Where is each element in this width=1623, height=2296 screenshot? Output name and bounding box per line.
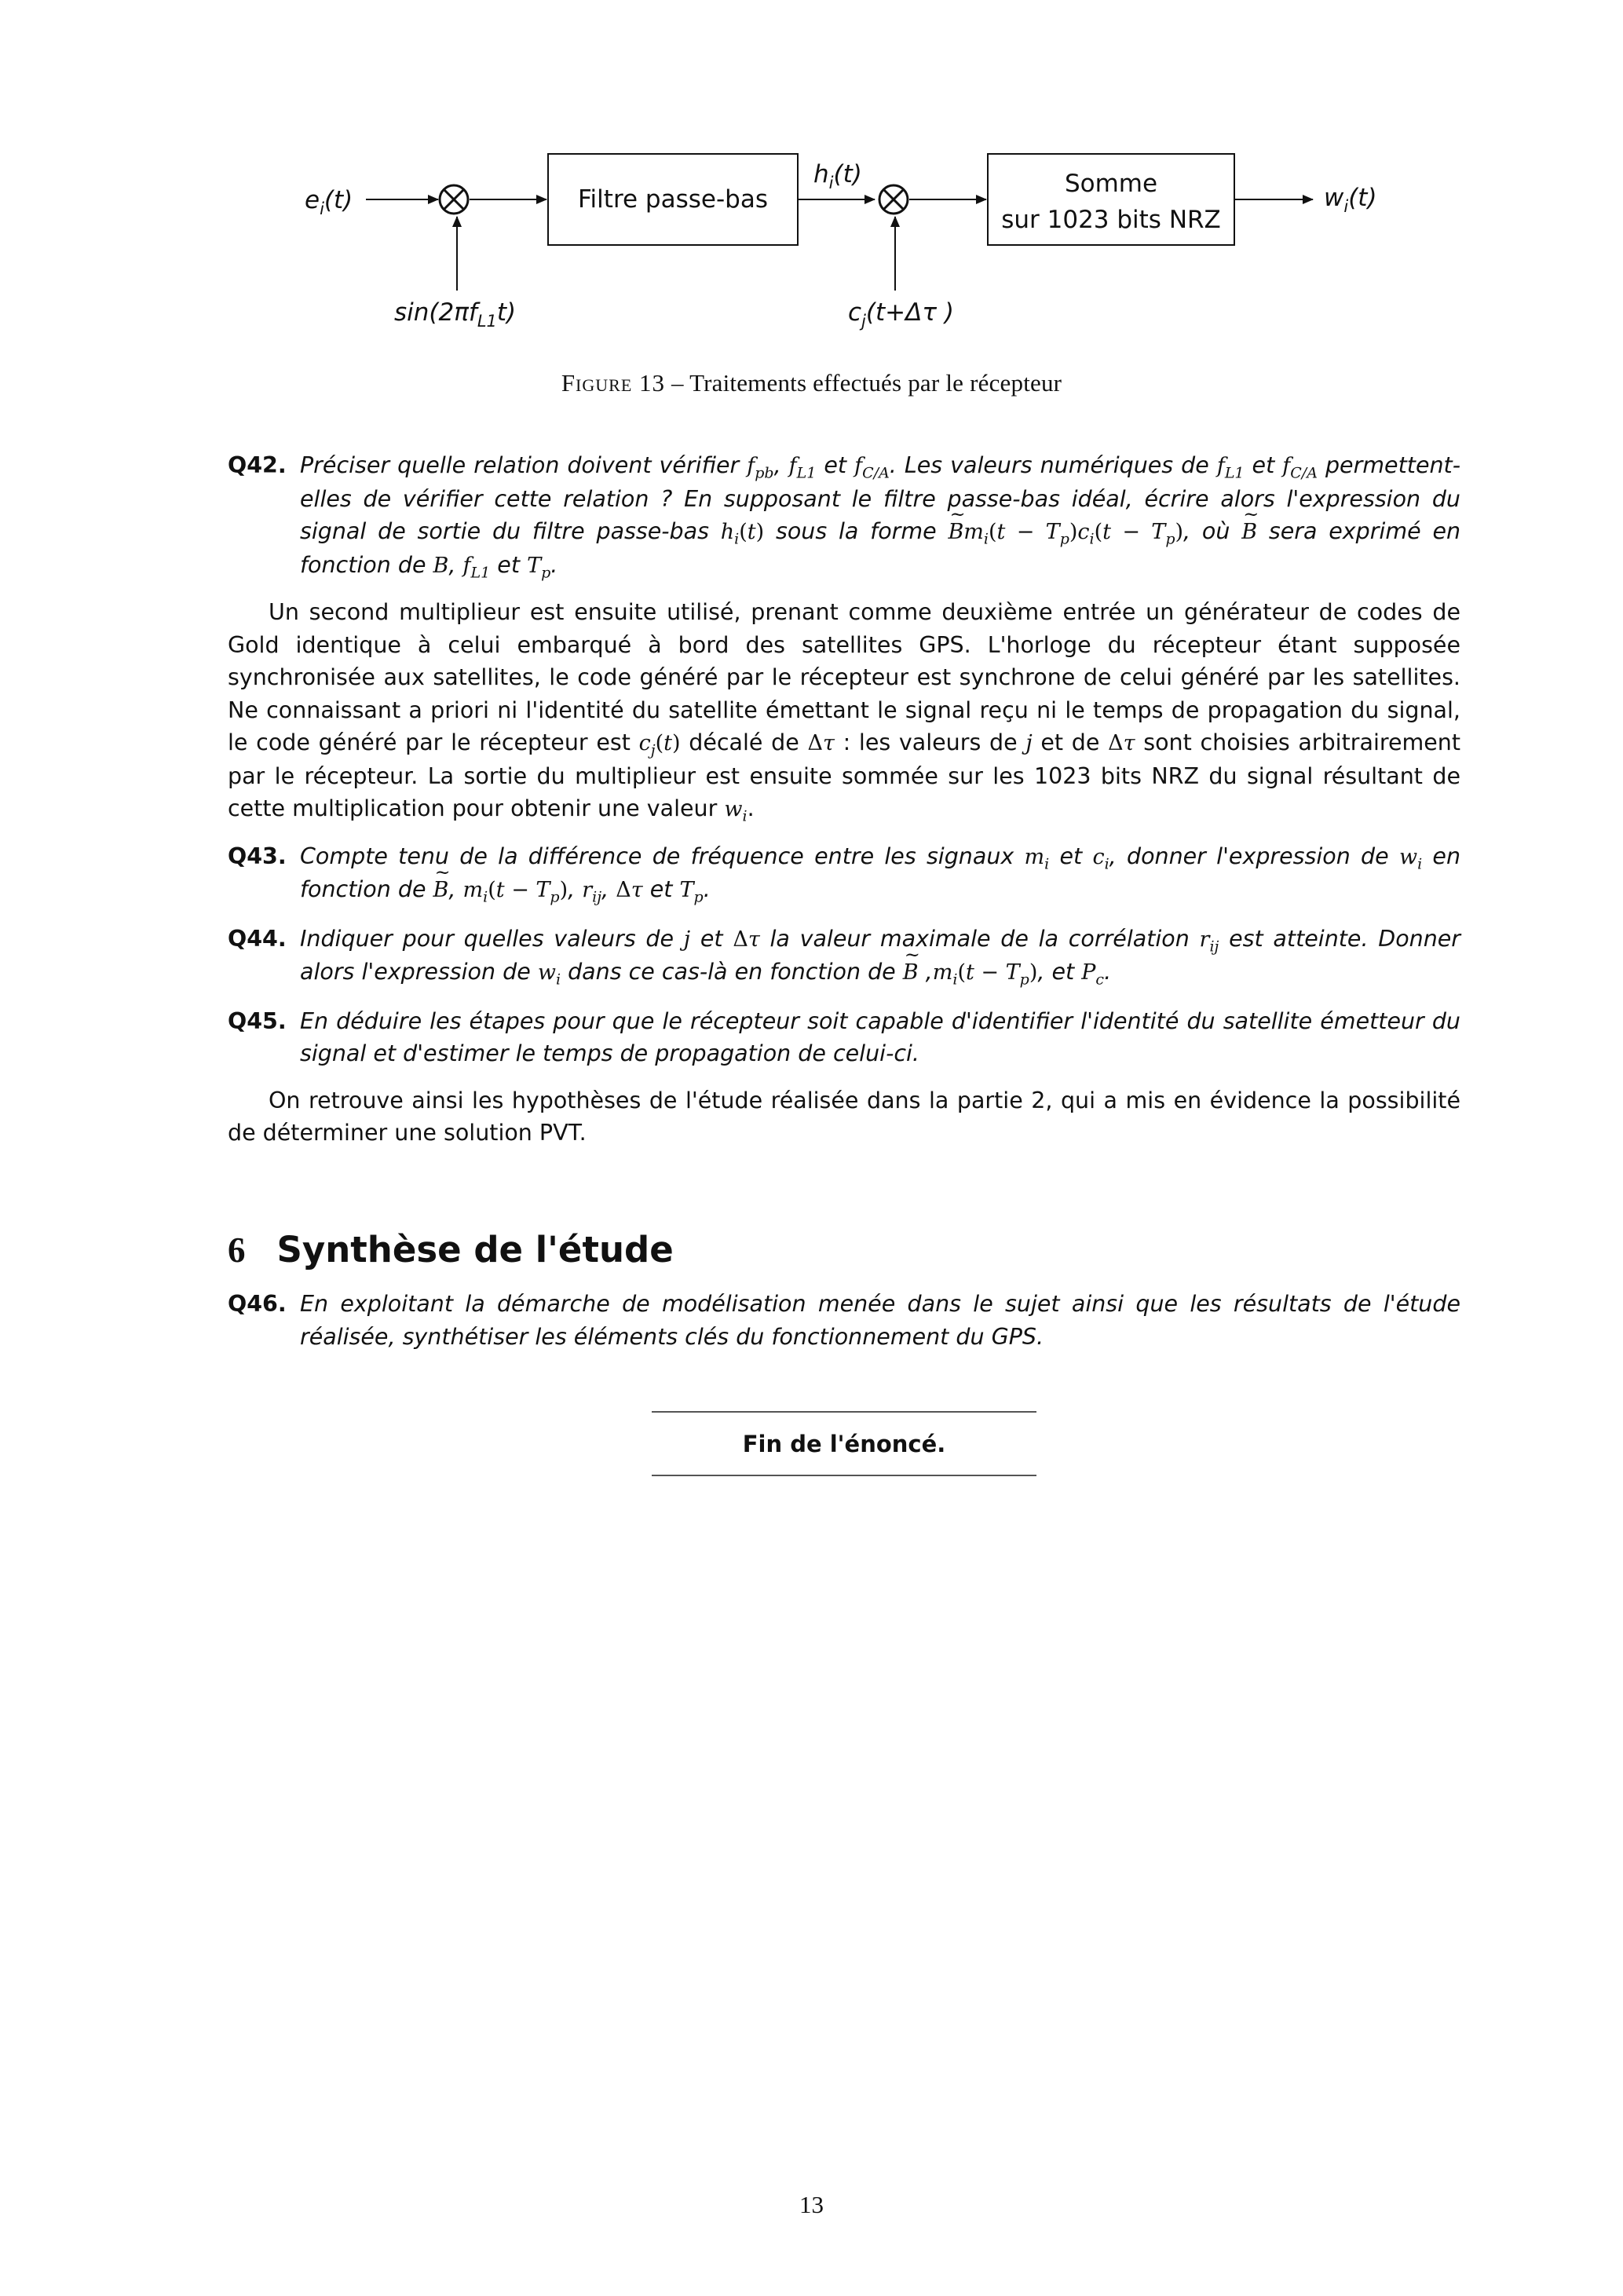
- question-number: Q45.: [228, 1007, 287, 1034]
- figure-caption-word: Figure 13: [561, 369, 666, 397]
- section-heading: [228, 1229, 674, 1270]
- question-46-block: [228, 1288, 1460, 1353]
- question-text: En déduire les étapes pour que le récepteur soit capable d'identifier l'identité du satellite émetteur du signal et d'estimer le temps de propagation de celui-ci.: [300, 1007, 1460, 1066]
- question-text: En exploitant la démarche de modélisation menée dans le sujet ainsi que les résultats de l'étude réalisée, synthétiser les éléments clés du fonctionnement du GPS.: [300, 1291, 1460, 1350]
- sum-label-line2: sur 1023 bits NRZ: [1001, 206, 1221, 234]
- output-signal-label: $w_i(t)$: [1324, 184, 1377, 216]
- question-42: [228, 449, 1460, 582]
- end-rule-top: [652, 1411, 1036, 1413]
- questions-block: [228, 449, 1460, 1150]
- question-43: [228, 840, 1460, 907]
- question-text: Indiquer pour quelles valeurs de j et Δτ la valeur maximale de la corrélation $r_{ij}$ est atteinte. Donner alors l'expression de $w_i$ dans ce cas-là en fonction de ~ B $,m_i(t - T_p)$, et $P_c$.: [300, 923, 1460, 989]
- multiplier-1-icon: [440, 185, 468, 214]
- question-number: Q42.: [228, 452, 287, 478]
- input-signal-label: $e_i(t)$: [305, 186, 353, 218]
- gold-code-label: $c_j(t+\Delta\tau$ ): [848, 298, 954, 331]
- filter-output-label: $h_i(t)$: [813, 160, 862, 192]
- sine-reference-label: $\sin(2\pi f_{L1}t)$: [394, 298, 517, 331]
- paragraph-conclusion: On retrouve ainsi les hypothèses de l'étude réalisée dans la partie 2, qui a mis en évidence la possibilité de déterminer une solution PVT.: [228, 1087, 1460, 1146]
- figure-caption: [0, 369, 1623, 397]
- multiplier-2-icon: [879, 185, 908, 214]
- question-number: Q43.: [228, 843, 287, 869]
- section-title: Synthèse de l'étude: [276, 1229, 674, 1270]
- end-of-statement: Fin de l'énoncé.: [742, 1431, 946, 1457]
- lowpass-filter-label: Filtre passe-bas: [577, 185, 769, 214]
- question-44: [228, 923, 1460, 989]
- sum-label-line1: Somme: [1064, 170, 1158, 198]
- paragraph-second-multiplier: Un second multiplieur est ensuite utilisé, prenant comme deuxième entrée un générateur de codes de Gold identique à celui embarqué à bord des satellites GPS. L'horloge du récepteur étant supposée synchronisée aux satellites, le code généré par le récepteur est synchrone de celui généré par les satellites. Ne connaissant a priori ni l'identité du satellite émettant le signal reçu ni le temps de propagation du signal, le code généré par le récepteur est $c_j(t)$ décalé de Δτ : les valeurs de j et de Δτ sont choisies arbitrairement par le récepteur. La sortie du multiplieur est ensuite sommée sur les 1023 bits NRZ du signal résultant de cette multiplication pour obtenir une valeur $w_i$.: [228, 599, 1461, 825]
- end-rule-bottom: [652, 1475, 1036, 1476]
- page-number: 13: [799, 2191, 824, 2218]
- question-number: Q44.: [228, 925, 287, 952]
- question-45: [228, 1005, 1460, 1070]
- question-46: [228, 1288, 1460, 1353]
- question-number: Q46.: [228, 1291, 287, 1317]
- figure-caption-text: – Traitements effectués par le récepteur: [665, 369, 1062, 397]
- section-number: 6: [228, 1230, 246, 1270]
- receiver-block-diagram: [0, 0, 1623, 377]
- question-text: Compte tenu de la différence de fréquence entre les signaux $m_i$ et $c_i$, donner l'expression de $w_i$ en fonction de ~ B, $m_i(t - T_p)$, $r_{ij}$, Δτ et $T_p$.: [300, 840, 1460, 907]
- question-text: Préciser quelle relation doivent vérifier $f_{pb}$, $f_{L1}$ et $f_{C/A}$. Les valeurs numériques de $f_{L1}$ et $f_{C/A}$ permettent-elles de vérifier cette relation ? En supposant le filtre passe-bas idéal, écrire alors l'expression du signal de sortie du filtre passe-bas $h_i(t)$ sous la forme ~ $Bm_i(t - T_p)c_i(t - T_p)$, où ~ B sera exprimé en fonction de B, $f_{L1}$ et $T_p$.: [300, 449, 1460, 582]
